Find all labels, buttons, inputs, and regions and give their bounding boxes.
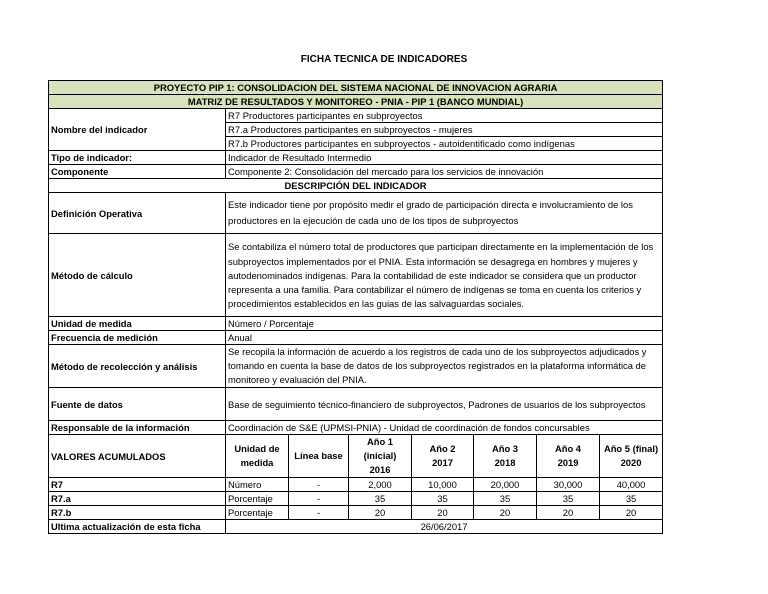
column-header-year2: Año 2 2017 [412, 435, 474, 478]
data-source-label: Fuente de datos [49, 388, 226, 421]
project-row [49, 81, 663, 95]
row-baseline: - [289, 492, 349, 506]
frequency-value: Anual [226, 331, 663, 345]
indicator-type-value: Indicador de Resultado Intermedio [226, 151, 663, 165]
row-year1: 20 [349, 506, 412, 520]
description-header: DESCRIPCIÓN DEL INDICADOR [49, 179, 663, 193]
matrix-row [49, 95, 663, 109]
column-header-year3: Año 3 2018 [474, 435, 537, 478]
calculation-method-row [49, 234, 663, 317]
component-row [49, 165, 663, 179]
table-row [49, 492, 663, 506]
operational-definition-label: Definición Operativa [49, 193, 226, 234]
last-update-row [49, 520, 663, 534]
row-year3: 20,000 [474, 478, 537, 492]
column-header-baseline: Línea base [289, 435, 349, 478]
responsible-value: Coordinación de S&E (UPMSI-PNIA) - Unidad de coordinación de fondos concursables [226, 421, 663, 435]
row-year2: 35 [412, 492, 474, 506]
row-year4: 35 [537, 492, 600, 506]
row-year5: 35 [600, 492, 663, 506]
values-accumulated-label: VALORES ACUMULADOS [49, 435, 226, 478]
indicator-name-row [49, 109, 663, 123]
row-year4: 20 [537, 506, 600, 520]
project-title: PROYECTO PIP 1: CONSOLIDACION DEL SISTEMA NACIONAL DE INNOVACION AGRARIA [49, 81, 663, 95]
indicator-name-r7a: R7.a Productores participantes en subproyectos - mujeres [226, 123, 663, 137]
operational-definition-value: Este indicador tiene por propósito medir el grado de participación directa e involucramiento de los productores en la ejecución de cada uno de los tipos de subproyectos [226, 193, 663, 234]
matrix-title: MATRIZ DE RESULTADOS Y MONITOREO - PNIA - PIP 1 (BANCO MUNDIAL) [49, 95, 663, 109]
description-header-row [49, 179, 663, 193]
row-year1: 35 [349, 492, 412, 506]
unit-label: Unidad de medida [49, 317, 226, 331]
column-header-year1: Año 1 (inicial) 2016 [349, 435, 412, 478]
table-row [49, 506, 663, 520]
indicator-name-r7: R7 Productores participantes en subproyectos [226, 109, 663, 123]
indicator-type-row [49, 151, 663, 165]
column-header-unit: Unidad de medida [226, 435, 289, 478]
row-unit: Número [226, 478, 289, 492]
row-baseline: - [289, 506, 349, 520]
row-year5: 40,000 [600, 478, 663, 492]
row-year2: 10,000 [412, 478, 474, 492]
data-source-value: Base de seguimiento técnico-financiero de subproyectos, Padrones de usuarios de los subproyectos [226, 388, 663, 421]
calculation-method-value: Se contabiliza el número total de productores que participan directamente en la implementación de los subproyectos implementados por el PNIA. Esta información se desagrega en hombres y mujeres y autodenominados indígenas. Para la contabilidad de este indicador se considera que un productor representa a una familia. Para contabilizar el número de indígenas se toma en cuenta los criterios y procedimientos establecidos en las guias de las salvaguardas sociales. [226, 234, 663, 317]
indicator-name-label: Nombre del indicador [49, 109, 226, 151]
responsible-label: Responsable de la información [49, 421, 226, 435]
collection-method-row [49, 345, 663, 388]
row-year3: 20 [474, 506, 537, 520]
row-year3: 35 [474, 492, 537, 506]
column-header-year5: Año 5 (final) 2020 [600, 435, 663, 478]
row-baseline: - [289, 478, 349, 492]
values-header-row [49, 435, 663, 478]
calculation-method-label: Método de cálculo [49, 234, 226, 317]
operational-definition-row [49, 193, 663, 234]
collection-method-label: Método de recolección y análisis [49, 345, 226, 388]
row-unit: Porcentaje [226, 506, 289, 520]
row-year4: 30,000 [537, 478, 600, 492]
unit-row [49, 317, 663, 331]
row-year2: 20 [412, 506, 474, 520]
last-update-value: 26/06/2017 [226, 520, 663, 534]
row-unit: Porcentaje [226, 492, 289, 506]
sheet-title: FICHA TECNICA DE INDICADORES [300, 54, 468, 65]
data-source-row [49, 388, 663, 421]
indicator-name-r7b: R7.b Productores participantes en subproyectos - autoidentificado como indígenas [226, 137, 663, 151]
frequency-label: Frecuencia de medición [49, 331, 226, 345]
frequency-row [49, 331, 663, 345]
column-header-year4: Año 4 2019 [537, 435, 600, 478]
collection-method-value: Se recopila la información de acuerdo a los registros de cada uno de los subproyectos adjudicados y tomando en cuenta la base de datos de los subproyectos registrados en la plataforma informática de monitoreo y evaluación del PNIA. [226, 345, 663, 388]
row-name: R7.a [49, 492, 226, 506]
row-name: R7 [49, 478, 226, 492]
component-value: Componente 2: Consolidación del mercado para los servicios de innovación [226, 165, 663, 179]
row-year5: 20 [600, 506, 663, 520]
unit-value: Número / Porcentaje [226, 317, 663, 331]
indicator-sheet-table [48, 80, 663, 534]
component-label: Componente [49, 165, 226, 179]
table-row [49, 478, 663, 492]
indicator-type-label: Tipo de indicador: [49, 151, 226, 165]
responsible-row [49, 421, 663, 435]
row-year1: 2,000 [349, 478, 412, 492]
last-update-label: Ultima actualización de esta ficha [49, 520, 226, 534]
row-name: R7.b [49, 506, 226, 520]
